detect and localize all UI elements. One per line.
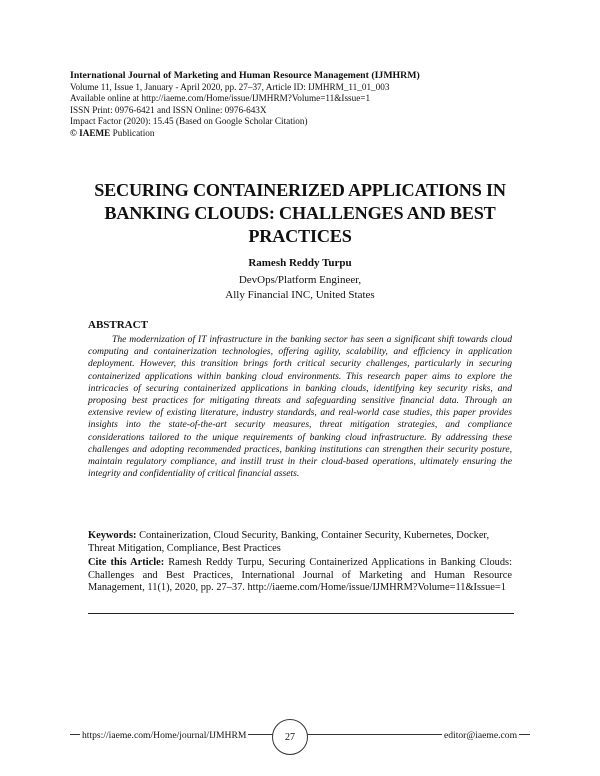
title-line-2: BANKING CLOUDS: CHALLENGES AND BEST — [104, 203, 496, 223]
publisher-line — [70, 128, 540, 140]
section-divider — [88, 613, 514, 614]
paper-title — [60, 179, 540, 248]
impact-factor: Impact Factor (2020): 15.45 (Based on Google Scholar Citation) — [70, 116, 308, 127]
author-role: DevOps/Platform Engineer, — [238, 274, 362, 286]
footer-email[interactable]: editor@iaeme.com — [444, 730, 518, 741]
cite-label: Cite this Article: — [88, 557, 165, 568]
author-name: Ramesh Reddy Turpu — [248, 257, 352, 269]
keywords — [88, 530, 512, 555]
author-affiliation — [0, 273, 600, 302]
journal-header — [70, 70, 540, 140]
abstract-text: The modernization of IT infrastructure in the banking sector has seen a significant shift towards cloud computing and containerization technologies, offering agility, scalability, and efficiency in application deployment. However, this transition brings forth critical security challenges, particularly in securing containerized applications within banking cloud environments. This research paper aims to explore the intricacies of securing containerized applications in banking clouds, identifying key security risks, and proposing best practices for mitigating threats and safeguarding sensitive financial data. Through an extensive review of existing literature, industry standards, and real-world case studies, this paper provides insights into the state-of-the-art security measures, threat mitigation strategies, and compliance considerations tailored to the unique requirements of banking cloud infrastructure. By addressing these challenges and adopting recommended practices, banking institutions can strengthen their security posture, maintain regulatory compliance, and instill trust in their cloud-based operations, ultimately ensuring the integrity and confidentiality of critical financial assets. — [88, 334, 512, 480]
citation — [88, 557, 512, 595]
keywords-text: Containerization, Cloud Security, Banking, Container Security, Kubernetes, Docker, Threat Mitigation, Compliance, Best Practices — [88, 530, 490, 554]
abstract-heading: ABSTRACT — [88, 319, 148, 331]
title-line-1: SECURING CONTAINERIZED APPLICATIONS IN — [94, 180, 506, 200]
footer-journal-url[interactable]: https://iaeme.com/Home/journal/IJMHRM — [82, 730, 247, 741]
page-number — [272, 719, 308, 755]
volume-info: Volume 11, Issue 1, January - April 2020, pp. 27–37, Article ID: IJMHRM_11_01_003 — [70, 81, 390, 92]
publisher-name: © IAEME — [70, 127, 111, 138]
publisher-suffix: Publication — [110, 127, 155, 138]
keywords-label: Keywords: — [88, 530, 137, 541]
journal-name: International Journal of Marketing and Human Resource Management (IJMHRM) — [70, 70, 420, 81]
available-online[interactable]: Available online at http://iaeme.com/Home/issue/IJMHRM?Volume=11&Issue=1 — [70, 93, 371, 104]
page-number-text: 27 — [285, 731, 295, 743]
author-org: Ally Financial INC, United States — [225, 288, 375, 301]
cite-text: Ramesh Reddy Turpu, Securing Containerized Applications in Banking Clouds: Challenges and Best Practices, International Journal of Marketing and Human Resource Management, 11(1), 2020, pp. 27–37. http://iaeme.com/Home/issue/IJMHRM?Volume=11&Issue=1 — [88, 557, 512, 594]
issn-info: ISSN Print: 0976-6421 and ISSN Online: 0976-643X — [70, 104, 267, 115]
title-line-3: PRACTICES — [248, 226, 352, 246]
